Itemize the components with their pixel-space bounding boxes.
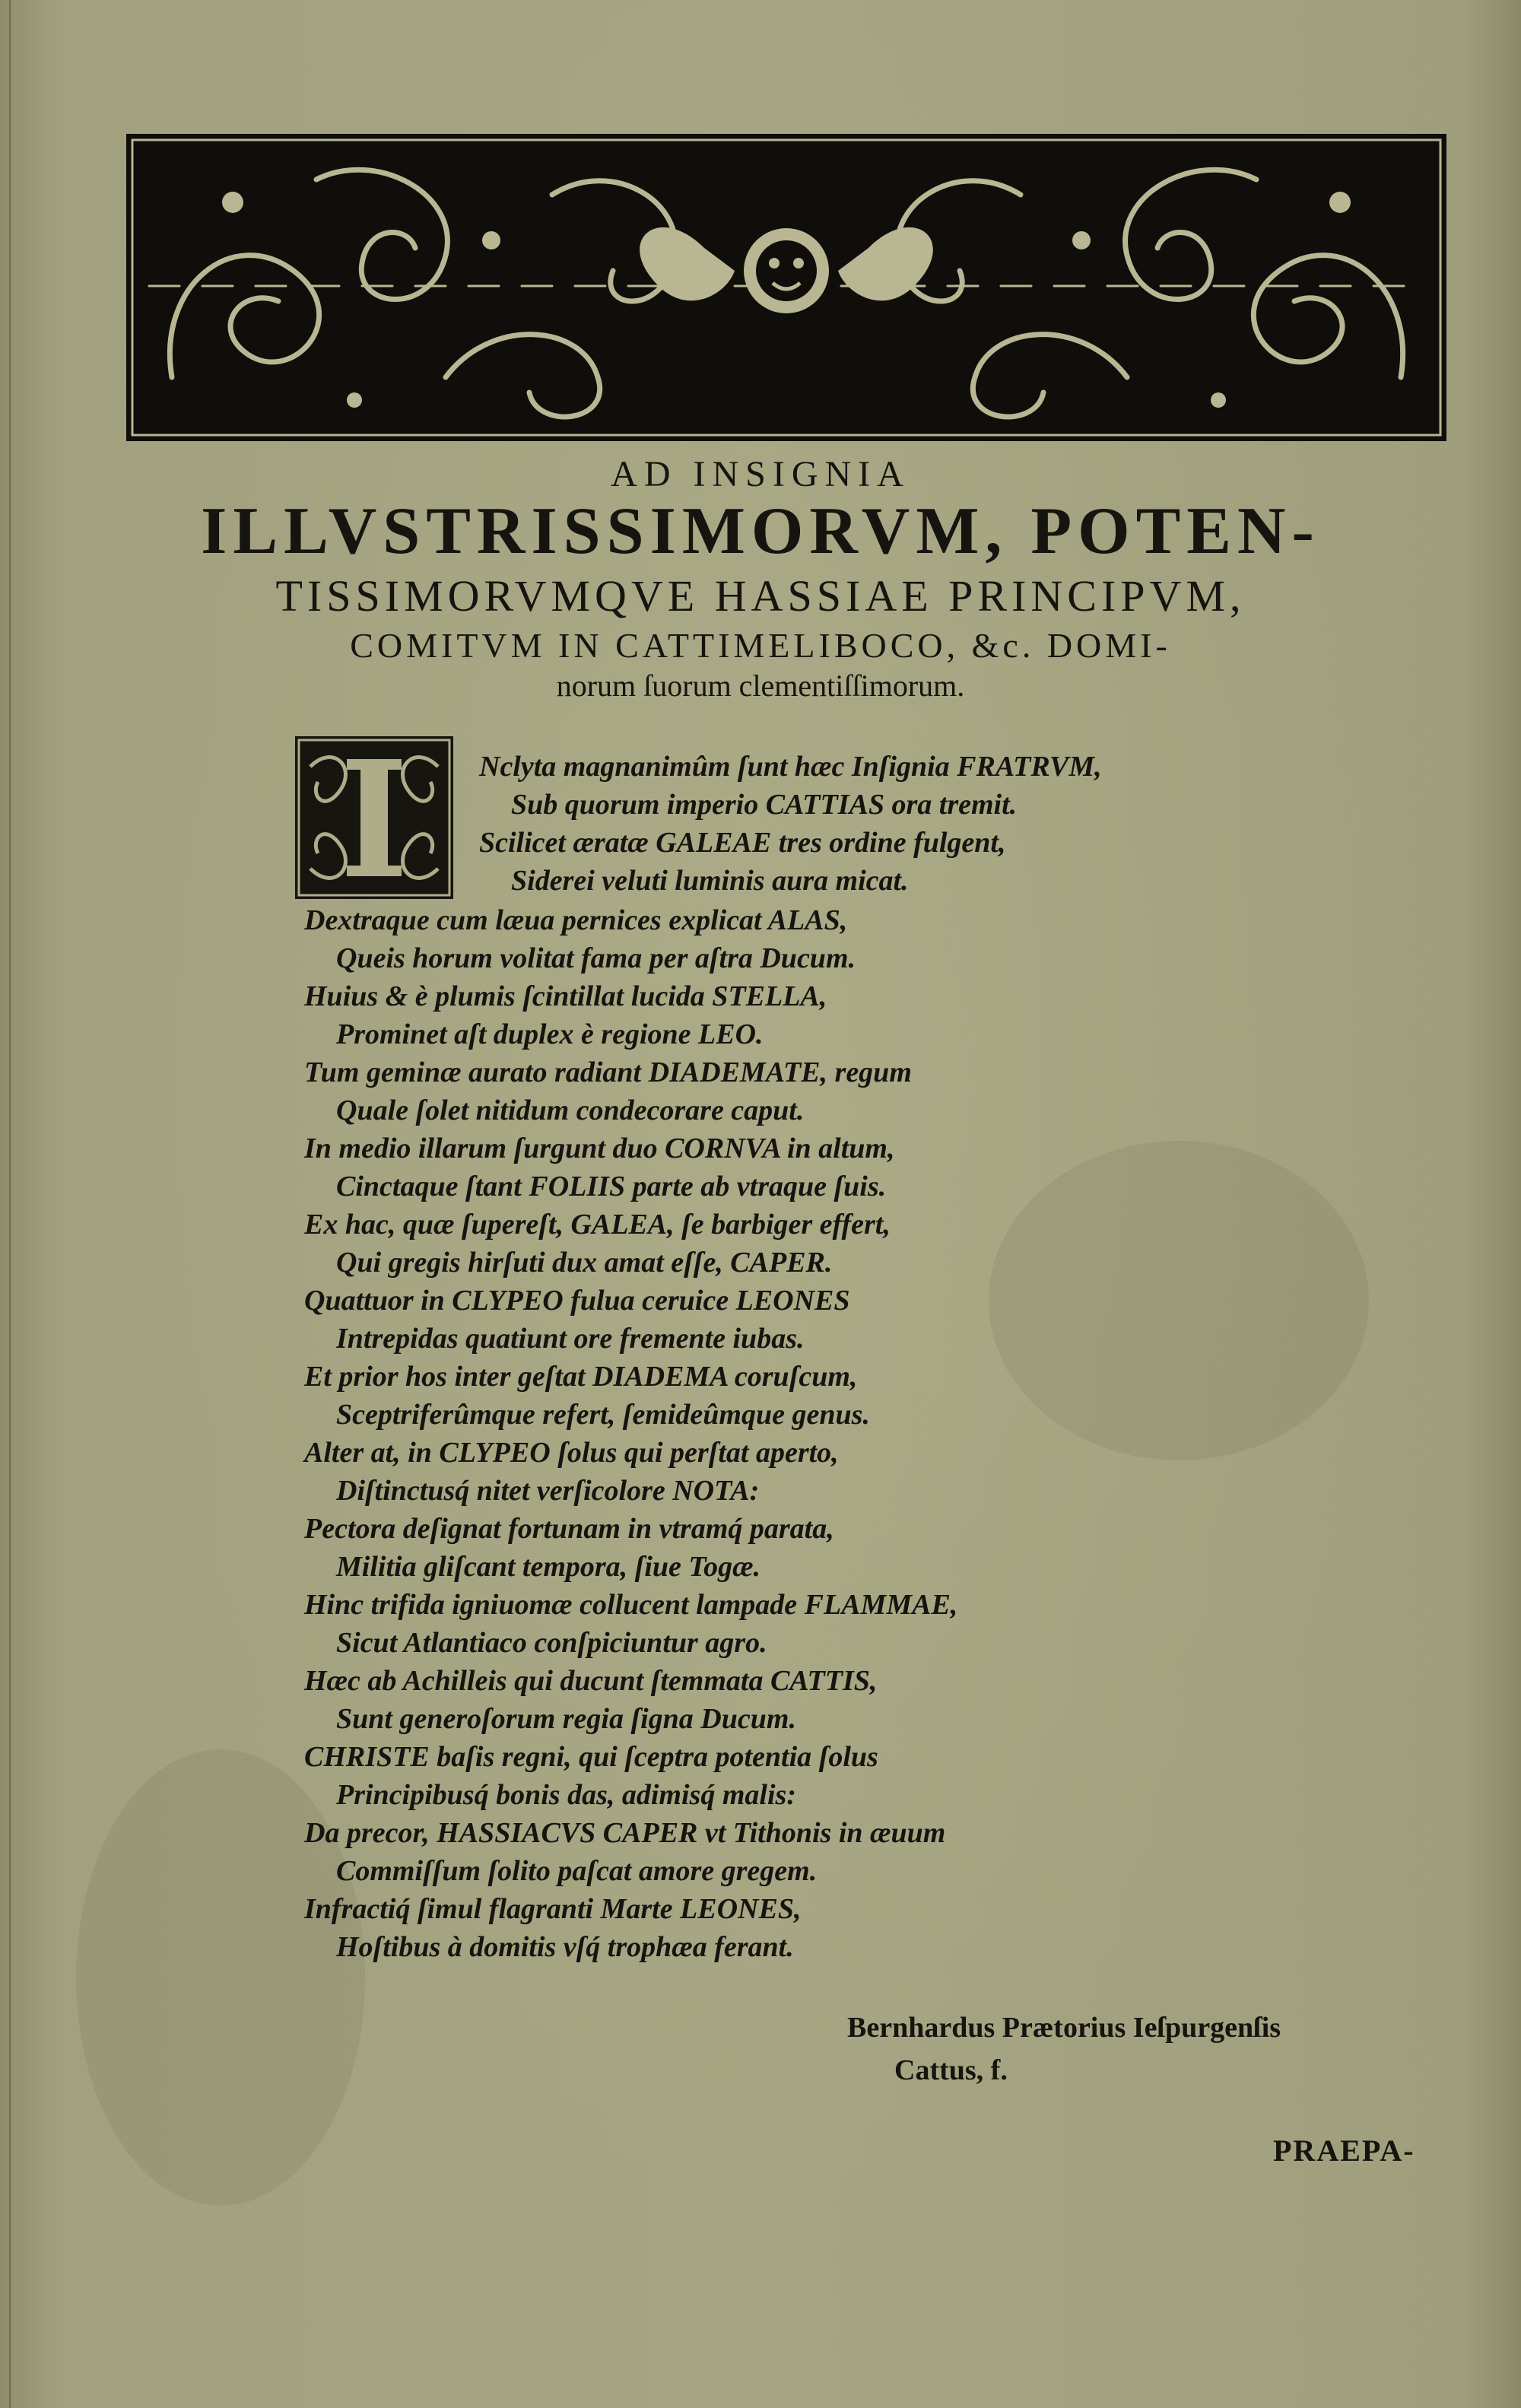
heading-line-4: COMITVM IN CATTIMELIBOCO, &c. DOMI-	[350, 626, 1171, 665]
poem-line-13: Ex hac, quæ ſupereſt, GALEA, ſe barbiger effert,	[304, 1209, 891, 1241]
initial-ornament	[295, 736, 453, 899]
poem-line-22: Militia gliſcant tempora, ſiue Togæ.	[336, 1551, 761, 1583]
heading-line-2: ILLVSTRISSIMORVM, POTEN-	[201, 494, 1320, 568]
poem-line-11: In medio illarum ſurgunt duo CORNVA in altum,	[304, 1133, 895, 1164]
heading-line-1: AD INSIGNIA	[611, 454, 910, 494]
poem-line-21: Pectora deſignat fortunam in vtramq́ parata,	[304, 1513, 834, 1545]
page-edge-rule	[9, 0, 11, 2408]
poem-line-23: Hinc trifida igniuomæ collucent lampade FLAMMAE,	[304, 1589, 958, 1621]
poem-line-26: Sunt generoſorum regia ſigna Ducum.	[336, 1703, 796, 1735]
poem-line-8: Prominet aſt duplex è regione LEO.	[336, 1018, 764, 1050]
signature-line-2: Cattus, f.	[894, 2054, 1008, 2086]
poem-line-29: Da precor, HASSIACVS CAPER vt Tithonis in æuum	[304, 1817, 946, 1849]
poem-line-25: Hæc ab Achilleis qui ducunt ſtemmata CATTIS,	[304, 1665, 878, 1697]
poem-line-27: CHRISTE baſis regni, qui ſceptra potentia ſolus	[304, 1741, 878, 1773]
poem-line-32: Hoſtibus à domitis vſq́ trophæa ferant.	[336, 1931, 794, 1963]
paper-stain	[989, 1141, 1369, 1460]
poem-line-20: Diſtinctusq́ nitet verſicolore NOTA:	[336, 1475, 760, 1507]
poem-line-17: Et prior hos inter geſtat DIADEMA coruſcum,	[304, 1361, 858, 1393]
signature-line-1: Bernhardus Prætorius Ieſpurgenſis	[847, 2012, 1281, 2044]
poem-line-19: Alter at, in CLYPEO ſolus qui perſtat aperto,	[304, 1437, 839, 1469]
poem-line-1: Nclyta magnanimûm ſunt hæc Inſignia FRATRVM,	[479, 751, 1102, 783]
poem-line-10: Quale ſolet nitidum condecorare caput.	[336, 1094, 805, 1126]
poem-line-31: Infractiq́ ſimul flagranti Marte LEONES,	[304, 1893, 802, 1925]
poem-line-3: Scilicet æratæ GALEAE tres ordine fulgent,	[479, 827, 1006, 859]
poem-line-28: Principibusq́ bonis das, adimisq́ malis:	[336, 1779, 796, 1811]
catchword: PRAEPA-	[1273, 2133, 1415, 2168]
poem-line-7: Huius & è plumis ſcintillat lucida STELLA,	[304, 980, 827, 1012]
headpiece-ornament	[126, 134, 1446, 441]
decorated-initial-i	[295, 736, 453, 899]
woodcut-headpiece	[126, 134, 1446, 441]
poem-line-30: Commiſſum ſolito paſcat amore gregem.	[336, 1855, 818, 1887]
poem-line-2: Sub quorum imperio CATTIAS ora tremit.	[511, 789, 1018, 821]
poem-line-4: Siderei veluti luminis aura micat.	[511, 865, 909, 897]
heading-line-5: norum ſuorum clementiſſimorum.	[556, 669, 965, 703]
poem-line-16: Intrepidas quatiunt ore fremente iubas.	[336, 1323, 805, 1355]
poem-line-12: Cinctaque ſtant FOLIIS parte ab vtraque ſuis.	[336, 1171, 887, 1202]
poem-line-6: Queis horum volitat fama per aſtra Ducum.	[336, 942, 856, 974]
poem-line-9: Tum geminæ aurato radiant DIADEMATE, regum	[304, 1056, 912, 1088]
poem-line-24: Sicut Atlantiaco conſpiciuntur agro.	[336, 1627, 767, 1659]
heading-line-3: TISSIMORVMQVE HASSIAE PRINCIPVM,	[275, 571, 1246, 621]
poem-line-15: Quattuor in CLYPEO fulua ceruice LEONES	[304, 1285, 850, 1317]
poem-line-18: Sceptriferûmque refert, ſemideûmque genus.	[336, 1399, 870, 1431]
poem-line-14: Qui gregis hirſuti dux amat eſſe, CAPER.	[336, 1247, 833, 1279]
poem-line-5: Dextraque cum læua pernices explicat ALAS,	[304, 904, 848, 936]
